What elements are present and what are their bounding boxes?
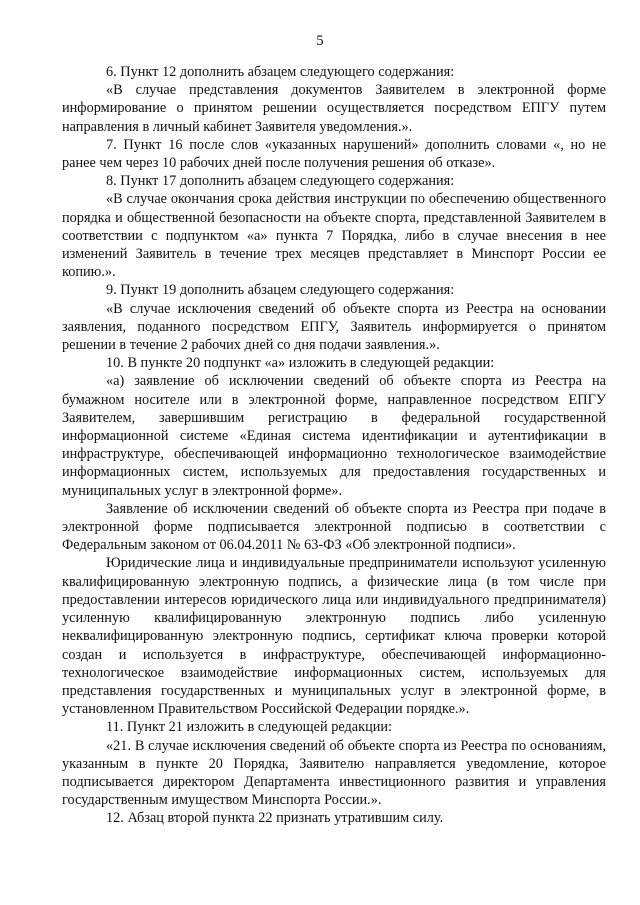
paragraph-item-12: 12. Абзац второй пункта 22 признать утратившим силу.: [106, 810, 444, 827]
paragraph-item-10-signature-types: Юридические лица и индивидуальные предприниматели используют усиленную квалифицированную электронную подпись, а физические лица (в том числе при предоставлении интересов юридического лица или индивидуального предпринимателя) усиленную квалифицированную электронную подпись либо усиленную неквалифицированную электронную подпись, сертификат ключа проверки которой создан и используется в инфраструктуре, обеспечивающей информационно-технологическое взаимодействие информационных систем, используемых для представления государственных и муниципальных услуг в электронной форме, в установленном Правительством Российской Федерации порядке.».: [62, 555, 606, 718]
paragraph-item-10-signature-rule: Заявление об исключении сведений об объекте спорта из Реестра при подаче в электронной форме подписывается электронной подписью в соответствии с Федеральным законом от 06.04.2011 № 63-ФЗ «Об электронной подписи».: [62, 500, 606, 554]
paragraph-item-10-subitem-a: «а) заявление об исключении сведений об объекте спорта из Реестра на бумажном носителе или в электронной форме, направленное посредством ЕПГУ Заявителем, завершившим регистрацию в федеральной государственной информационной системе «Единая система идентификации и аутентификации в инфраструктуре, обеспечивающей информационно технологическое взаимодействие информационных систем, используемых для предоставления государственных и муниципальных услуг в электронной форме».: [62, 373, 606, 499]
document-body: [62, 63, 606, 828]
paragraph-item-9-text: «В случае исключения сведений об объекте спорта из Реестра на основании заявления, поданного посредством ЕПГУ, Заявитель информируется о принятом решении в течение 2 рабочих дней со дня подачи заявления.».: [62, 300, 606, 354]
paragraph-item-11-text: «21. В случае исключения сведений об объекте спорта из Реестра по основаниям, указанным в пункте 20 Порядка, Заявителю направляется уведомление, которое подписывается директором Департамента инвестиционного развития и управления государственным имуществом Минспорта России.».: [62, 737, 606, 809]
paragraph-item-10: 10. В пункте 20 подпункт «а» изложить в следующей редакции:: [106, 355, 495, 372]
paragraph-item-9: 9. Пункт 19 дополнить абзацем следующего содержания:: [106, 282, 455, 299]
paragraph-item-11: 11. Пункт 21 изложить в следующей редакции:: [106, 719, 393, 736]
paragraph-item-6-text: «В случае представления документов Заявителем в электронной форме информирование о принятом решении осуществляется посредством ЕПГУ путем направления в личный кабинет Заявителя уведомления.».: [62, 82, 606, 135]
paragraph-item-6: 6. Пункт 12 дополнить абзацем следующего содержания:: [106, 64, 455, 80]
page-number: 5: [316, 33, 324, 49]
paragraph-item-7: 7. Пункт 16 после слов «указанных нарушений» дополнить словами «, но не ранее чем через 10 рабочих дней после получения решения об отказе».: [62, 136, 606, 172]
paragraph-item-8-text: «В случае окончания срока действия инструкции по обеспечению общественного порядка и общественной безопасности на объекте спорта, представленной Заявителем в соответствии с подпунктом «а» пункта 7 Порядка, либо в случае внесения в нее изменений Заявитель в течение трех месяцев представляет в Минспорт России ее копию.».: [62, 191, 606, 281]
paragraph-item-8: 8. Пункт 17 дополнить абзацем следующего содержания:: [106, 173, 455, 190]
